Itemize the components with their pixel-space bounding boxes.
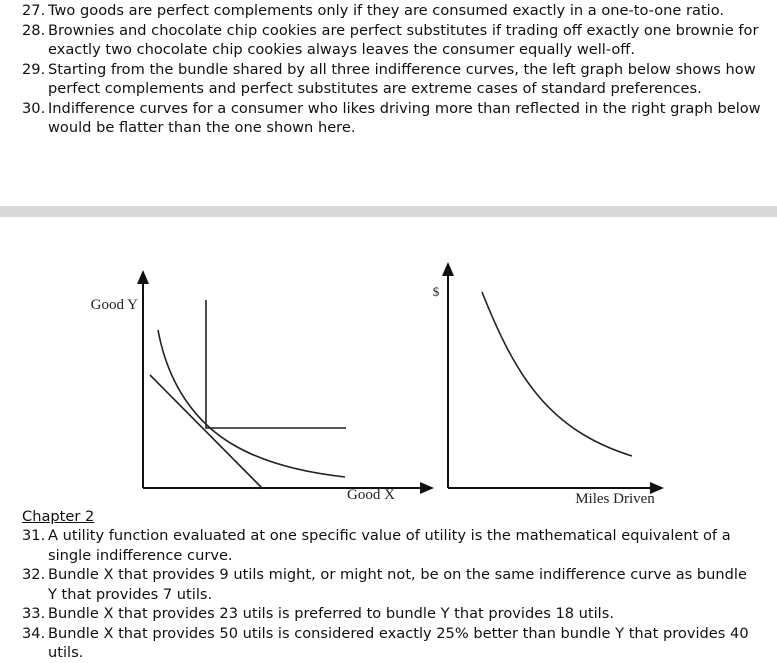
right-y-axis-arrow-icon — [442, 262, 454, 276]
statement-text: Indifference curves for a consumer who likes driving more than reflected in the right graph below would be flatter than the one shown here. — [48, 99, 761, 136]
statement-number: 28. — [22, 21, 46, 39]
statement-number: 29. — [22, 60, 46, 78]
statement-number: 32. — [22, 566, 46, 583]
statement-number: 31. — [22, 527, 46, 544]
statement-number: 33. — [22, 605, 46, 622]
statement-text: Bundle X that provides 50 utils is considered exactly 25% better than bundle Y that provides 40 utils. — [48, 624, 749, 661]
statement-number: 34. — [22, 624, 46, 642]
statement-item — [22, 565, 752, 604]
statement-text: A utility function evaluated at one specific value of utility is the mathematical equivalent of a single indifference curve. — [48, 527, 731, 564]
statement-number: 27. — [22, 2, 46, 19]
statement-text: Brownies and chocolate chip cookies are perfect substitutes if trading off exactly one brownie for exactly two chocolate chip cookies always leaves the consumer equally well-off. — [48, 21, 759, 58]
right-graph — [433, 262, 664, 507]
statement-text: Two goods are perfect complements only if they are consumed exactly in a one-to-one ratio. — [48, 2, 725, 19]
statement-item — [22, 604, 752, 624]
statement-text: Bundle X that provides 23 utils is preferred to bundle Y that provides 18 utils. — [48, 605, 614, 622]
left-y-axis-label: Good Y — [90, 297, 138, 313]
chapter-heading: Chapter 2 — [22, 508, 95, 525]
standard-preferences-curve — [158, 330, 345, 477]
statement-number: 30. — [22, 99, 46, 117]
perfect-complements-curve — [206, 300, 346, 428]
driving-indifference-curve — [482, 292, 632, 456]
right-y-axis-label: $ — [432, 284, 440, 299]
statement-item — [22, 624, 752, 663]
statement-list-bottom — [22, 526, 752, 663]
left-y-axis-arrow-icon — [137, 270, 149, 284]
right-x-axis-label: Miles Driven — [575, 491, 655, 507]
statement-item — [22, 526, 752, 565]
left-graph — [91, 270, 434, 503]
left-x-axis-label: Good X — [347, 487, 395, 503]
left-x-axis-arrow-icon — [420, 482, 434, 494]
statement-text: Bundle X that provides 9 utils might, or might not, be on the same indifference curve as bundle Y that provides 7 utils. — [48, 566, 747, 603]
statement-text: Starting from the bundle shared by all three indifference curves, the left graph below shows how perfect complements and perfect substitutes are extreme cases of standard preferences. — [48, 60, 756, 97]
